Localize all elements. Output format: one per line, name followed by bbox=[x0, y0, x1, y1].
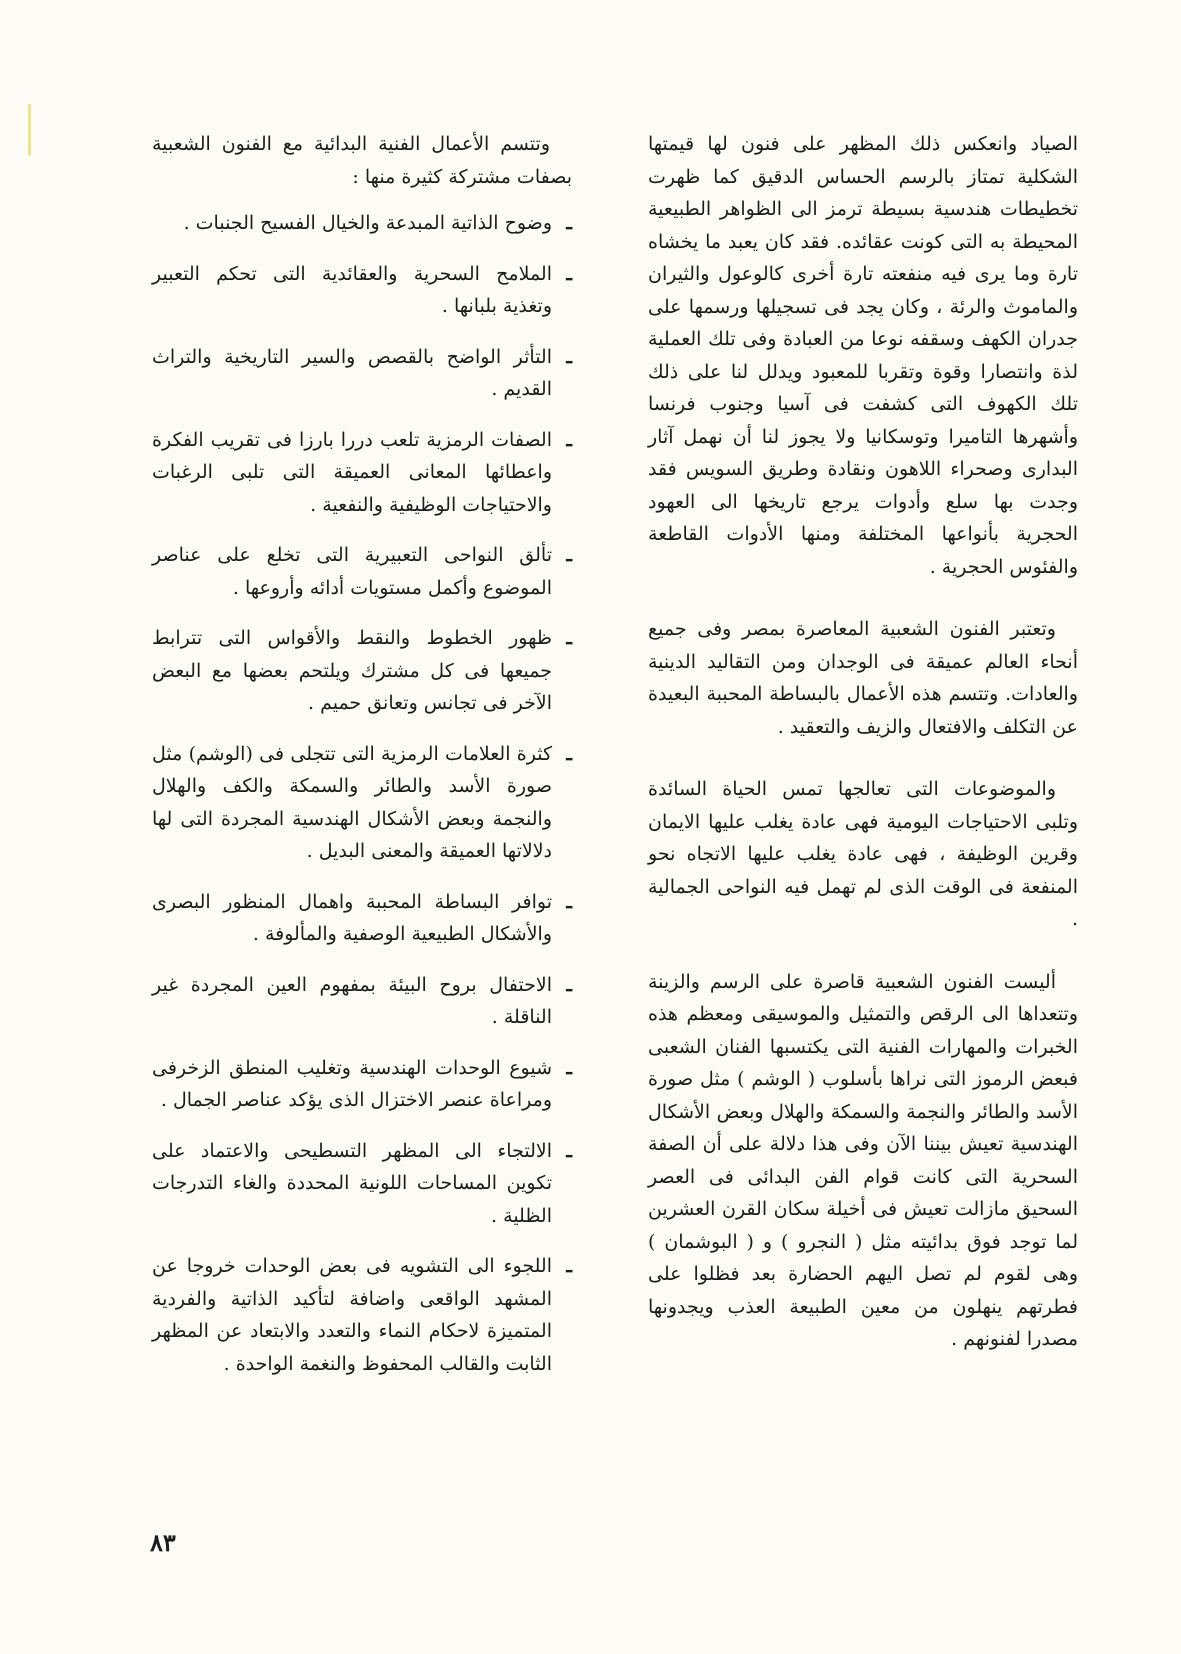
dash-bullet: ـ bbox=[566, 212, 572, 234]
list-item-text: وضوح الذاتية المبدعة والخيال الفسيح الجنبات . bbox=[183, 212, 552, 234]
dash-bullet: ـ bbox=[566, 345, 572, 368]
dash-bullet: ـ bbox=[566, 262, 572, 285]
dash-bullet: ـ bbox=[566, 627, 572, 649]
list-item-text: تألق النواحى التعبيرية التى تخلع على عناصر الموضوع وأكمل مستويات أدائه وأروعها . bbox=[152, 544, 552, 599]
list-item-text: توافر البساطة المحببة واهمال المنظور البصرى والأشكال الطبيعية الوصفية والمألوفة . bbox=[152, 890, 552, 945]
list-item bbox=[152, 1135, 572, 1233]
shared-traits-list bbox=[152, 207, 572, 1380]
list-item bbox=[152, 1250, 572, 1380]
list-item bbox=[152, 539, 572, 604]
list-item bbox=[152, 1052, 572, 1117]
right-text-column bbox=[648, 128, 1078, 1386]
list-intro: وتتسم الأعمال الفنية البدائية مع الفنون الشعبية بصفات مشتركة كثيرة منها : bbox=[152, 133, 572, 188]
list-item bbox=[152, 424, 572, 522]
dash-bullet: ـ bbox=[566, 428, 572, 451]
dash-bullet: ـ bbox=[566, 973, 572, 996]
list-item-text: الالتجاء الى المظهر التسطيحى والاعتماد على تكوين المساحات اللونية المحددة والغاء التدرجات الظلية . bbox=[152, 1139, 552, 1227]
list-item bbox=[152, 969, 572, 1034]
list-item bbox=[152, 341, 572, 406]
paragraph-folk-arts-tradition: وتعتبر الفنون الشعبية المعاصرة بمصر وفى جميع أنحاء العالم عميقة فى الوجدان ومن التقاليد الدينية والعادات. وتتسم هذه الأعمال بالبساطة المحببة البعيدة عن التكلف والافتعال والزيف والتعقيد . bbox=[648, 618, 1078, 738]
dash-bullet: ـ bbox=[566, 1139, 572, 1162]
dash-bullet: ـ bbox=[566, 742, 572, 765]
paragraph-folk-arts-themes: والموضوعات التى تعالجها تمس الحياة السائدة وتلبى الاحتياجات اليومية فهى عادة يغلب عليها الايمان وقرين الوظيفة ، فهى عادة يغلب عليها الاتجاه نحو المنفعة فى الوقت الذى لم تهمل فيه النواحى الجمالية . bbox=[648, 778, 1078, 930]
dash-bullet: ـ bbox=[566, 1056, 572, 1079]
list-item-text: الاحتفال بروح البيئة بمفهوم العين المجردة غير الناقلة . bbox=[152, 973, 552, 1028]
left-text-column bbox=[152, 128, 572, 1398]
list-item-text: شيوع الوحدات الهندسية وتغليب المنطق الزخرفى ومراعاة عنصر الاختزال الذى يؤكد عناصر الجمال . bbox=[152, 1056, 552, 1111]
list-item bbox=[152, 258, 572, 323]
list-item bbox=[152, 207, 572, 240]
list-item-text: ظهور الخطوط والنقط والأقواس التى تترابط جميعها فى كل مشترك ويلتحم بعضها مع البعض الآخر فى تجانس وتعانق حميم . bbox=[152, 627, 552, 714]
paragraph-folk-arts-scope: أليست الفنون الشعبية قاصرة على الرسم والزينة وتتعداها الى الرقص والتمثيل والموسيقى ومعظم هذه الخبرات والمهارات الفنية التى يكتسبها الفنان الشعبى فبعض الرموز التى نراها بأسلوب ( الوشم ) مثل صورة الأسد والطائر والنجمة والسمكة والهلال وبعض الأشكال الهندسية تعيش بيننا الآن وفى هذا دلالة على أن الصفة السحرية التى كانت قوام الفن البدائى فى العصر السحيق مازالت تعيش فى أخيلة سكان القرن العشرين لما توجد فوق بدائيته مثل ( النجرو ) و ( البوشمان ) وهى لقوم لم تصل اليهم الحضارة بعد فظلوا على فطرتهم ينهلون من معين الطبيعة العذب ويجدونها مصدرا لفنونهم . bbox=[648, 970, 1078, 1350]
list-item-text: التأثر الواضح بالقصص والسير التاريخية والتراث القديم . bbox=[152, 345, 552, 400]
list-item-text: الملامح السحرية والعقائدية التى تحكم التعبير وتغذية بلبانها . bbox=[152, 262, 552, 317]
dash-bullet: ـ bbox=[566, 544, 572, 566]
list-item bbox=[152, 886, 572, 951]
paragraph-cave-art: الصياد وانعكس ذلك المظهر على فنون لها قيمتها الشكلية تمتاز بالرسم الحساس الدقيق كما ظهرت تخطيطات هندسية بسيطة ترمز الى الظواهر الطبيعية المحيطة به التى كونت عقائده. فقد كان يعبد ما يخشاه تارة وما يرى فيه منفعته تارة أخرى كالوعول والثيران والماموث والرئة ، وكان يجد فى تسجيلها ورسمها على جدران الكهف وسقفه نوعا من العبادة وفى تلك العملية لذة وانتصارا وقوة وتقربا للمعبود ويدلل لنا على ذلك تلك الكهوف التى كشفت فى آسيا وجنوب فرنسا وأشهرها التاميرا وتوسكانيا ولا يجوز لنا أن نهمل آثار البدارى وصحراء اللاهون ونقادة وطريق السويس فقد وجدت بها سلع وأدوات يرجع تاريخها الى العهود الحجرية بأنواعها المختلفة ومنها الأدوات القاطعة والفئوس الحجرية . bbox=[648, 133, 1078, 578]
margin-highlight-mark bbox=[28, 104, 31, 156]
dash-bullet: ـ bbox=[566, 890, 572, 913]
dash-bullet: ـ bbox=[566, 1255, 572, 1277]
list-item-text: الصفات الرمزية تلعب دررا بارزا فى تقريب الفكرة واعطائها المعانى العميقة التى تلبى الرغبات والاحتياجات الوظيفية والنفعية . bbox=[152, 428, 552, 516]
list-item-text: اللجوء الى التشويه فى بعض الوحدات خروجا عن المشهد الواقعى واضافة لتأكيد الذاتية والفردية المتميزة لاحكام النماء والتعدد والابتعاد عن المظهر الثابت والقالب المحفوظ والنغمة الواحدة . bbox=[152, 1255, 552, 1375]
list-item bbox=[152, 738, 572, 868]
list-item-text: كثرة العلامات الرمزية التى تتجلى فى (الوشم) مثل صورة الأسد والطائر والسمكة والكف والهلال والنجمة وبعض الأشكال الهندسية المجردة التى لها دلالاتها العميقة والمعنى البديل . bbox=[152, 742, 552, 862]
page-number: ٨٣ bbox=[150, 1528, 176, 1557]
list-item bbox=[152, 622, 572, 720]
